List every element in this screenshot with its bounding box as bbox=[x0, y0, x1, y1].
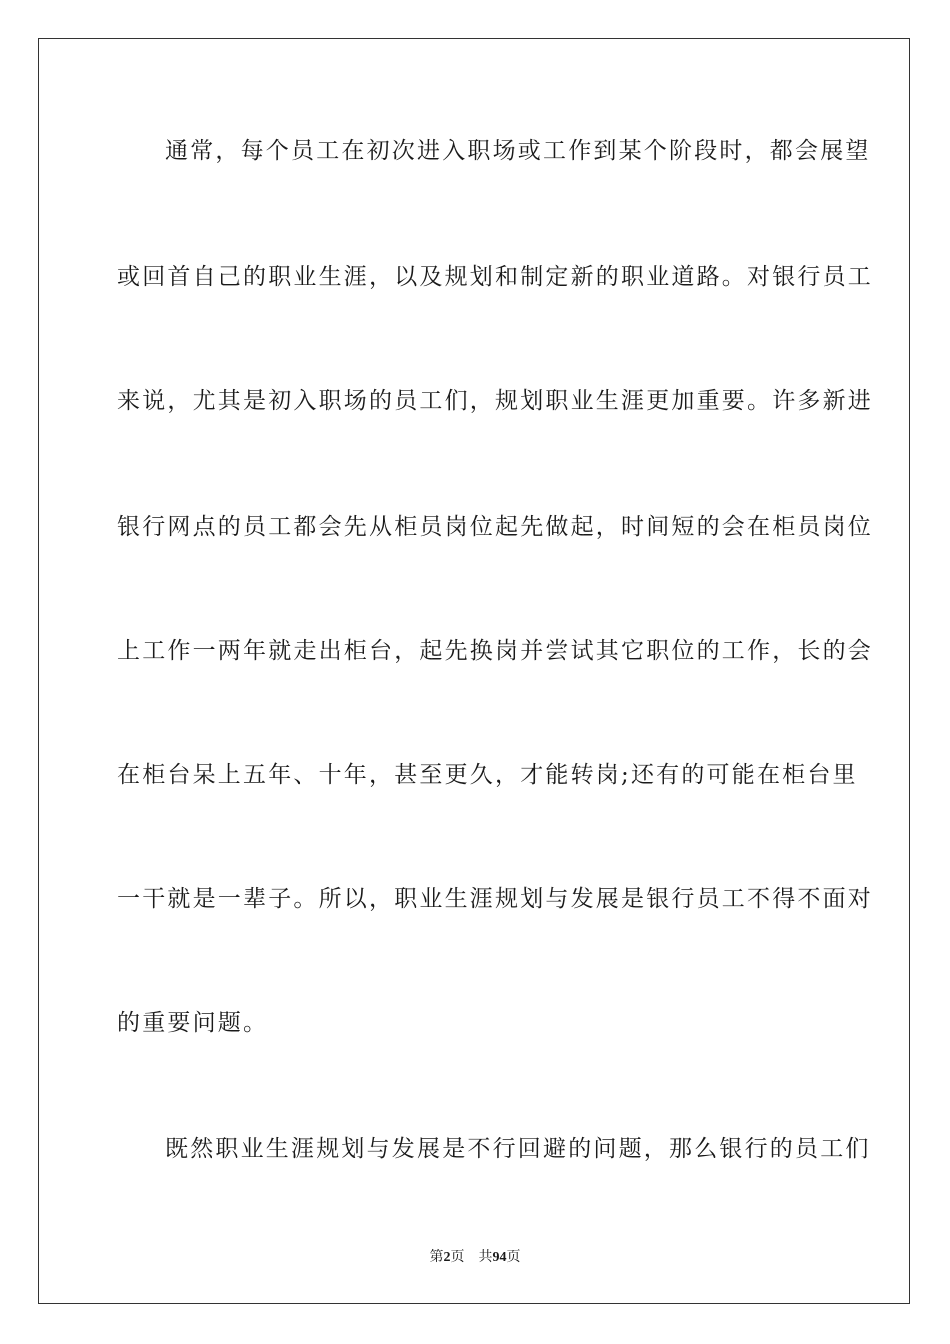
paragraph-line: 通常，每个员工在初次进入职场或工作到某个阶段时，都会展望 bbox=[165, 138, 871, 164]
page-prefix: 第 bbox=[429, 1250, 444, 1265]
total-pages: 94 bbox=[492, 1250, 507, 1265]
total-suffix: 页 bbox=[506, 1250, 521, 1265]
paragraph-line: 银行网点的员工都会先从柜员岗位起先做起，时间短的会在柜员岗位 bbox=[117, 514, 873, 540]
paragraph-line: 上工作一两年就走出柜台，起先换岗并尝试其它职位的工作，长的会 bbox=[117, 638, 873, 664]
page-border bbox=[38, 38, 910, 1304]
paragraph-line: 来说，尤其是初入职场的员工们，规划职业生涯更加重要。许多新进 bbox=[117, 388, 873, 414]
paragraph-line: 既然职业生涯规划与发展是不行回避的问题，那么银行的员工们 bbox=[165, 1136, 871, 1162]
paragraph-line: 在柜台呆上五年、十年，甚至更久，才能转岗;还有的可能在柜台里 bbox=[117, 762, 858, 788]
total-prefix: 共 bbox=[478, 1250, 493, 1265]
paragraph-line: 或回首自己的职业生涯，以及规划和制定新的职业道路。对银行员工 bbox=[117, 264, 873, 290]
page-number: 2 bbox=[443, 1250, 451, 1265]
paragraph-line: 一干就是一辈子。所以，职业生涯规划与发展是银行员工不得不面对 bbox=[117, 886, 873, 912]
page-suffix: 页 bbox=[450, 1250, 465, 1265]
paragraph-line: 的重要问题。 bbox=[117, 1010, 269, 1036]
page-footer bbox=[0, 1246, 950, 1266]
